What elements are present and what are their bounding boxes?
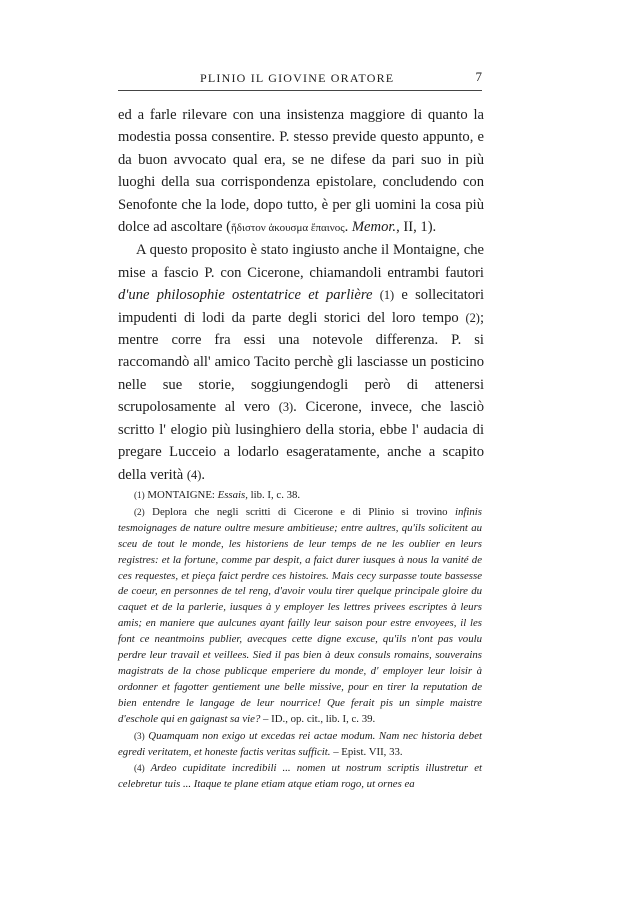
footnote-4: [118, 761, 482, 793]
paragraph-2-text-c: ; mentre corre fra essi una notevole differenza. P. si raccomandò all' amico Tacito perchè gli lasciasse un posticino nelle sue storie, soggiungendogli però di attenersi scrupolosamente al vero: [118, 309, 484, 416]
footnote-3: [118, 729, 482, 761]
paragraph-2-text-a: A questo proposito è stato ingiusto anche il Montaigne, che mise a fascio P. con Cicerone, chiamandoli entrambi fautori: [118, 242, 484, 281]
footnote-2-number: (2): [134, 506, 145, 517]
footnote-2: [118, 505, 482, 728]
main-text: [118, 104, 484, 486]
paragraph-2: [118, 239, 484, 485]
running-header: [118, 66, 482, 91]
footnote-3-number: (3): [134, 730, 145, 741]
footnote-4-number: (4): [134, 763, 145, 774]
montaigne-quote: d'une philosophie ostentatrice et parlière: [118, 287, 373, 304]
greek-quote: ἥδιστον ἀκουσμα ἔπαινος: [231, 222, 345, 235]
page-number: 7: [475, 69, 482, 84]
footnote-1-number: (1): [134, 490, 145, 500]
footnote-3-quote: Quamquam non exigo ut excedas rei actae modum. Nam nec historia debet egredi veritatem, et honeste factis veritas sufficit.: [118, 729, 482, 758]
paragraph-1-end: , II, 1).: [396, 219, 437, 236]
paragraph-2-text-d: . Cicerone, invece, che lasciò scritto l' elogio più lusinghiero della storia, ebbe l' audacia di pregare Lucceio a lodarlo esageratamente, anche a scapito della verità: [118, 399, 485, 483]
footnote-1-author: MONTAIGNE:: [144, 489, 218, 501]
footnote-ref-2[interactable]: (2): [465, 310, 480, 325]
footnote-ref-1[interactable]: (1): [379, 288, 395, 303]
footnote-ref-4[interactable]: (4): [186, 467, 202, 482]
source-reference: Memor.: [351, 219, 397, 236]
footnotes: [118, 488, 482, 793]
paragraph-1-text: ed a farle rilevare con una insistenza maggiore di quanto la modestia possa consentire. P. stesso previde questo appunto, e da buon avvocato qual era, se ne difese da pari suo in più luoghi della sua corrispondenza epistolare, concludendo con Senofonte che la lode, dopo tutto, è per gli uomini la cosa più dolce ad ascoltare (: [118, 107, 484, 236]
footnote-2-text: Deplora che negli scritti di Cicerone e di Plinio si trovino: [144, 505, 455, 518]
footnote-1: [118, 488, 482, 504]
footnote-2-ref: – ID., op. cit., lib. I, c. 39.: [260, 712, 376, 725]
paragraph-1: [118, 104, 484, 239]
footnote-4-quote: Ardeo cupiditate incredibili ... nomen ut nostrum scriptis illustretur et celebretur tuis ... Itaque te plane etiam atque etiam rogo, ut ornes ea: [118, 762, 482, 791]
footnote-1-work: Essais,: [217, 489, 248, 501]
paragraph-1-sep: .: [344, 219, 352, 236]
footnote-ref-3[interactable]: (3): [278, 400, 294, 415]
paragraph-2-text-e: .: [201, 466, 206, 483]
paragraph-2-text-b: e sollecitatori impudenti di lodi da parte degli storici del loro tempo: [118, 287, 485, 326]
running-title: PLINIO IL GIOVINE ORATORE: [200, 71, 395, 85]
footnote-3-ref: – Epist. VII, 33.: [330, 745, 403, 758]
footnote-1-ref: lib. I, c. 38.: [247, 489, 301, 501]
footnote-2-quote: infinis tesmoignages de nature oultre mesure ambitieuse; entre aultres, qu'ils solicitent au sceu de tout le monde, les historiens de leur temps de ne les oublier en leurs registres: et la fortune, comme par despit, a faict durer iusques à nous la vanité de ces requestes, et pieça faict perdre ces histoires. Mais cecy surpasse toute bassesse de coeur, en personnes de tel reng, d'avoir voulu tirer quelque principale gloire du caquet et de la parlerie, iusques à y employer les lettres privees escriptes à leurs amis; en maniere que aulcunes ayant failly leur saison pour estre envoyees, il les font ce neantmoins publier, avecques cette digne excuse, qu'ils n'ont pas voulu perdre leur travail et veillees. Sied il pas bien à deux consuls romains, souverains magistrats de la chose publicque emperiere du monde, d' employer leur loisir à ordonner et fagotter gentiement une belle missive, pour en tirer la reputation de bien entendre le langage de leur nourrice! Que ferait pis un simple maistre d'eschole qui en gaignast sa vie?: [118, 505, 482, 725]
